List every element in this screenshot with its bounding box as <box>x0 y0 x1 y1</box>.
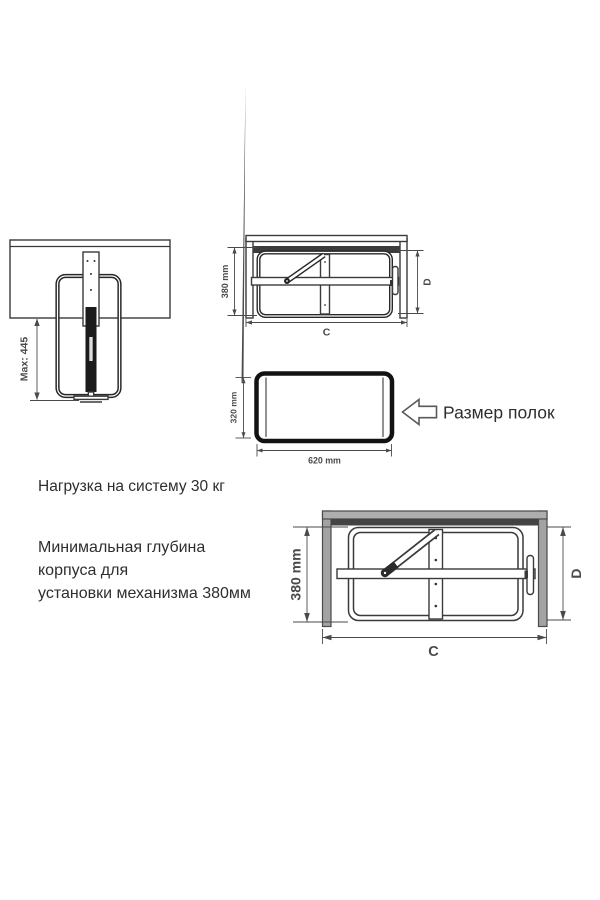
dim-620mm-label: 620 mm <box>308 455 341 466</box>
dim-c-small-label: C <box>322 326 331 339</box>
shelf-outline <box>257 374 393 442</box>
column-foot <box>74 396 108 399</box>
min-depth-line-2: корпуса для <box>38 562 129 579</box>
side-handle <box>393 267 399 295</box>
dim-max-445 <box>19 319 80 401</box>
dim-max-445-label: Max: 445 <box>18 336 31 382</box>
dim-c-large-label: C <box>428 644 439 660</box>
min-depth-line-3: установки механизма 380мм <box>38 585 251 602</box>
top-view-large-drawing <box>288 511 585 660</box>
crossbar <box>337 569 535 579</box>
dim-320mm-label: 320 mm <box>228 391 239 424</box>
top-view-small-drawing <box>220 236 434 339</box>
dim-620mm <box>257 444 392 466</box>
dim-d-large <box>547 527 584 620</box>
crossbar <box>252 278 399 286</box>
side-wall-right <box>539 511 548 627</box>
dim-c-small <box>246 319 407 339</box>
mount-rod <box>331 519 539 526</box>
left-block-arrow-icon <box>403 400 437 425</box>
dim-d-small-label: D <box>422 278 434 286</box>
min-depth-line-1: Минимальная глубина <box>38 539 206 556</box>
back-strip <box>246 236 407 242</box>
front-view-drawing <box>10 240 170 402</box>
side-wall-left <box>323 511 332 627</box>
dim-d-large-label: D <box>568 568 584 579</box>
min-depth-note <box>38 536 251 605</box>
dim-c-large <box>323 629 547 660</box>
dim-380mm-small-label: 380 mm <box>220 264 230 299</box>
dim-380mm-large-label: 380 mm <box>287 548 304 601</box>
back-strip <box>323 511 548 519</box>
load-note: Нагрузка на систему 30 кг <box>38 478 225 495</box>
shelf-size-label: Размер полок <box>443 402 555 423</box>
